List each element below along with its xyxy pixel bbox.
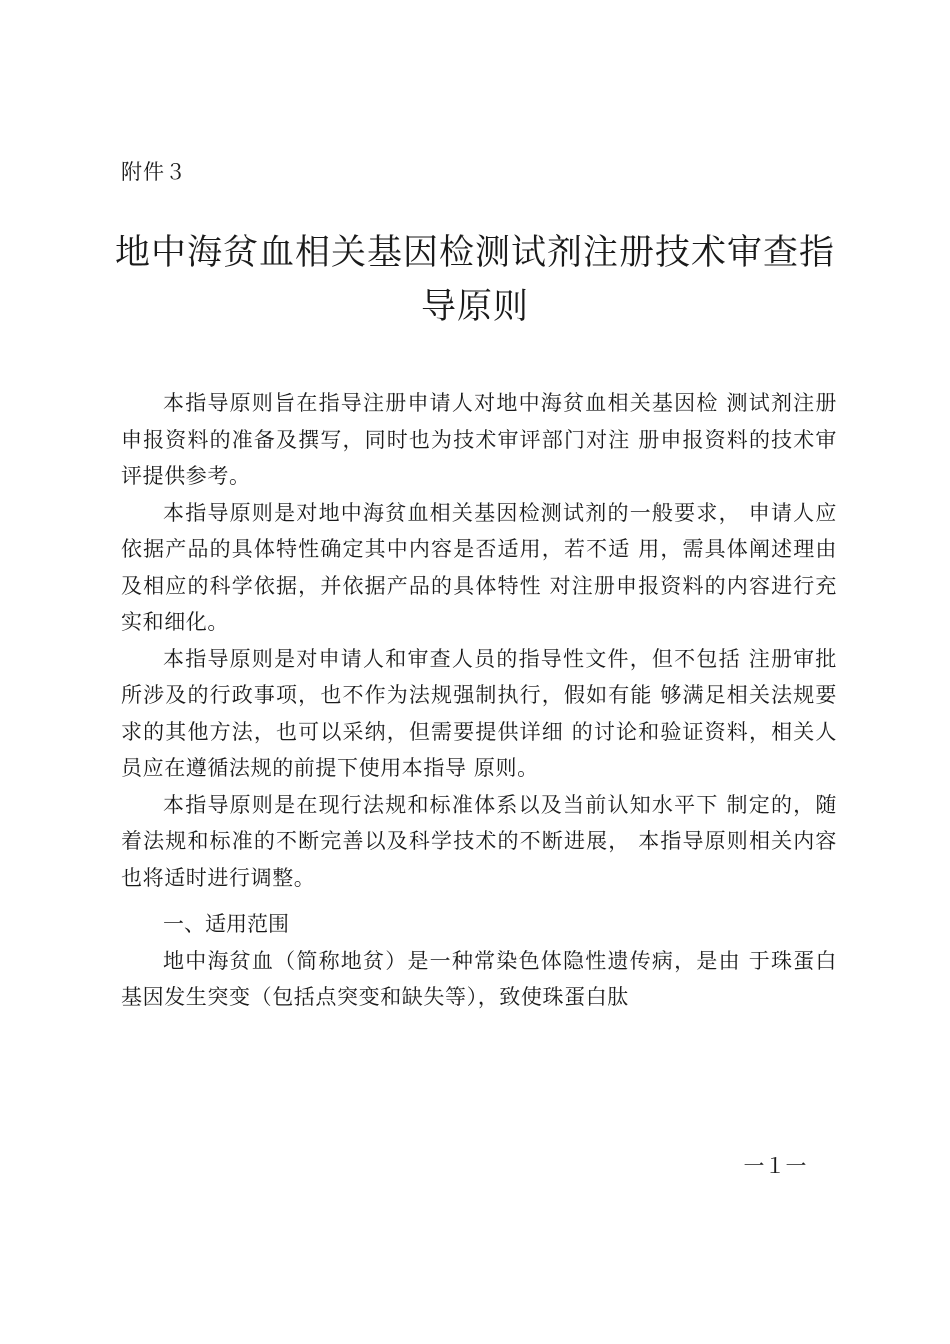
intro-paragraph-1: 本指导原则旨在指导注册申请人对地中海贫血相关基因检 测试剂注册申报资料的准备及撰写，同时也为技术审评部门对注 册申报资料的技术审评提供参考。 <box>121 391 837 488</box>
section-heading-scope: 一、适用范围 <box>163 912 289 936</box>
scope-paragraph: 地中海贫血（简称地贫）是一种常染色体隐性遗传病，是由 于珠蛋白基因发生突变（包括点突变和缺失等），致使珠蛋白肽 <box>121 948 837 1009</box>
intro-paragraph-2: 本指导原则是对地中海贫血相关基因检测试剂的一般要求， 申请人应依据产品的具体特性确定其中内容是否适用，若不适 用，需具体阐述理由及相应的科学依据，并依据产品的具体特性 对注册申报资料的内容进行充实和细化。 <box>121 500 837 634</box>
document-body <box>121 385 837 1016</box>
intro-paragraph-4: 本指导原则是在现行法规和标准体系以及当前认知水平下 制定的，随着法规和标准的不断完善以及科学技术的不断进展， 本指导原则相关内容也将适时进行调整。 <box>121 792 837 890</box>
intro-paragraph-3: 本指导原则是对申请人和审查人员的指导性文件，但不包括 注册审批所涉及的行政事项，也不作为法规强制执行，假如有能 够满足相关法规要求的其他方法，也可以采纳，但需要提供详细 的讨论和验证资料，相关人员应在遵循法规的前提下使用本指导 原则。 <box>121 646 837 780</box>
page-number: 一１一 <box>743 1154 807 1178</box>
document-title: 地中海贫血相关基因检测试剂注册技术审查指导原则 <box>114 233 835 327</box>
attachment-label: 附件３ <box>121 160 187 184</box>
